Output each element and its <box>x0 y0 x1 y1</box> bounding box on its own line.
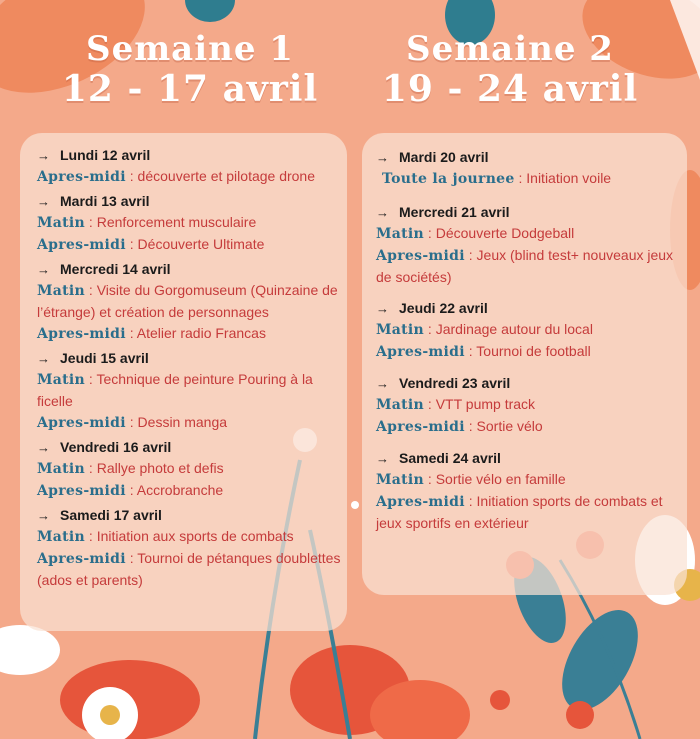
activity-text: Dessin manga <box>137 414 228 430</box>
day-title: Mardi 13 avril <box>60 193 150 209</box>
activity-item <box>376 416 675 438</box>
separator: : <box>125 236 138 252</box>
period-label: Matin <box>376 226 425 242</box>
activity-item <box>37 458 343 480</box>
activity-item <box>37 323 343 345</box>
period-label: Apres-midi <box>37 237 126 253</box>
day-header <box>37 350 343 366</box>
separator: : <box>424 225 436 241</box>
period-label: Matin <box>376 397 425 413</box>
separator: : <box>464 247 477 263</box>
day-monday-12 <box>37 147 343 188</box>
period-label: Toute la journee <box>382 171 515 187</box>
separator: : <box>424 471 436 487</box>
activity-item <box>37 480 343 502</box>
separator: : <box>424 396 436 412</box>
period-label: Apres-midi <box>37 551 126 567</box>
day-title: Samedi 17 avril <box>60 507 162 523</box>
day-title: Mercredi 21 avril <box>399 204 510 220</box>
activity-item <box>376 245 675 288</box>
activity-item <box>376 319 675 341</box>
arrow-icon: → <box>37 507 50 523</box>
activity-item <box>37 166 343 188</box>
day-header <box>37 507 343 523</box>
day-friday-23 <box>376 375 675 438</box>
separator: : <box>85 371 97 387</box>
arrow-icon: → <box>376 300 389 316</box>
activity-text: Initiation aux sports de combats <box>96 528 294 544</box>
separator: : <box>85 214 97 230</box>
week-2-title <box>360 30 660 110</box>
activity-item <box>37 412 343 434</box>
period-label: Matin <box>376 472 425 488</box>
period-label: Apres-midi <box>376 344 465 360</box>
activity-text: Initiation sports de combats et jeux sportifs en extérieur <box>376 493 663 531</box>
activity-item <box>376 168 675 190</box>
activity-item <box>37 526 343 548</box>
activity-text: Tournoi de football <box>476 343 591 359</box>
separator: : <box>464 343 477 359</box>
activity-text: découverte et pilotage drone <box>137 168 316 184</box>
separator: : <box>464 493 477 509</box>
activity-text: VTT pump track <box>435 396 536 412</box>
separator: : <box>85 282 97 298</box>
separator: : <box>125 482 137 498</box>
day-header <box>37 147 343 163</box>
arrow-icon: → <box>37 439 50 455</box>
activity-text: Accrobranche <box>136 482 224 498</box>
day-title: Vendredi 23 avril <box>399 375 511 391</box>
day-friday-16 <box>37 439 343 502</box>
period-label: Apres-midi <box>37 415 126 431</box>
day-wednesday-21 <box>376 204 675 288</box>
day-header <box>376 375 675 391</box>
separator: : <box>125 550 138 566</box>
activity-item <box>376 341 675 363</box>
activity-text: Visite du Gorgomuseum (Quinzaine de l’étrange) et création de personnages <box>37 282 338 320</box>
activity-text: Rallye photo et defis <box>96 460 224 476</box>
day-wednesday-14 <box>37 261 343 345</box>
separator: : <box>85 460 97 476</box>
arrow-icon: → <box>37 261 50 277</box>
day-thursday-15 <box>37 350 343 434</box>
activity-text: Sortie vélo <box>476 418 543 434</box>
arrow-icon: → <box>376 204 389 220</box>
activity-item <box>376 394 675 416</box>
period-label: Matin <box>37 283 86 299</box>
period-label: Matin <box>37 461 86 477</box>
period-label: Apres-midi <box>376 494 465 510</box>
week-2-dates: 19 - 24 avril <box>381 68 639 111</box>
period-label: Apres-midi <box>37 169 126 185</box>
week-1-dates: 12 - 17 avril <box>61 68 319 111</box>
day-title: Jeudi 22 avril <box>399 300 488 316</box>
arrow-icon: → <box>37 193 50 209</box>
arrow-icon: → <box>376 450 389 466</box>
day-tuesday-13 <box>37 193 343 256</box>
week-1-title <box>40 30 340 110</box>
day-title: Mercredi 14 avril <box>60 261 171 277</box>
activity-item <box>37 369 343 412</box>
arrow-icon: → <box>376 149 389 165</box>
activity-text: Jardinage autour du local <box>435 321 593 337</box>
separator: : <box>514 170 527 186</box>
activity-text: Technique de peinture Pouring à la ficelle <box>37 371 313 409</box>
period-label: Apres-midi <box>37 483 126 499</box>
activity-item <box>37 234 343 256</box>
day-title: Vendredi 16 avril <box>60 439 172 455</box>
separator: : <box>464 418 477 434</box>
activity-item <box>37 548 343 591</box>
day-title: Samedi 24 avril <box>399 450 501 466</box>
week-2-schedule-panel <box>362 133 687 595</box>
period-label: Matin <box>37 372 86 388</box>
activity-text: Renforcement musculaire <box>96 214 257 230</box>
day-header <box>376 204 675 220</box>
day-tuesday-20 <box>376 149 675 190</box>
period-label: Apres-midi <box>376 248 465 264</box>
day-title: Mardi 20 avril <box>399 149 489 165</box>
activity-item <box>376 491 675 534</box>
activity-text: Atelier radio Francas <box>136 325 266 341</box>
day-saturday-24 <box>376 450 675 534</box>
activity-text: Tournoi de pétanques doublettes (ados et parents) <box>37 550 341 588</box>
day-header <box>376 149 675 165</box>
period-label: Matin <box>37 529 86 545</box>
week-1-heading: Semaine 1 <box>86 29 294 69</box>
separator: : <box>85 528 97 544</box>
day-thursday-22 <box>376 300 675 363</box>
week-1-schedule-panel <box>20 133 347 631</box>
activity-item <box>376 223 675 245</box>
arrow-icon: → <box>376 375 389 391</box>
day-title: Jeudi 15 avril <box>60 350 149 366</box>
activity-text: Découverte Ultimate <box>137 236 265 252</box>
day-header <box>37 439 343 455</box>
activity-item <box>37 212 343 234</box>
activity-item <box>376 469 675 491</box>
day-saturday-17 <box>37 507 343 591</box>
period-label: Matin <box>376 322 425 338</box>
activity-text: Découverte Dodgeball <box>435 225 575 241</box>
day-header <box>37 193 343 209</box>
period-label: Apres-midi <box>37 326 126 342</box>
separator: : <box>125 168 138 184</box>
day-header <box>376 300 675 316</box>
week-2-heading: Semaine 2 <box>406 29 614 69</box>
arrow-icon: → <box>37 147 50 163</box>
period-label: Apres-midi <box>376 419 465 435</box>
separator: : <box>424 321 436 337</box>
separator: : <box>125 414 138 430</box>
activity-text: Sortie vélo en famille <box>435 471 566 487</box>
separator: : <box>125 325 137 341</box>
activity-text: Initiation voile <box>526 170 612 186</box>
arrow-icon: → <box>37 350 50 366</box>
activity-item <box>37 280 343 323</box>
day-header <box>37 261 343 277</box>
day-header <box>376 450 675 466</box>
period-label: Matin <box>37 215 86 231</box>
day-title: Lundi 12 avril <box>60 147 151 163</box>
activity-text: Jeux (blind test+ nouveaux jeux de sociétés) <box>376 247 674 285</box>
